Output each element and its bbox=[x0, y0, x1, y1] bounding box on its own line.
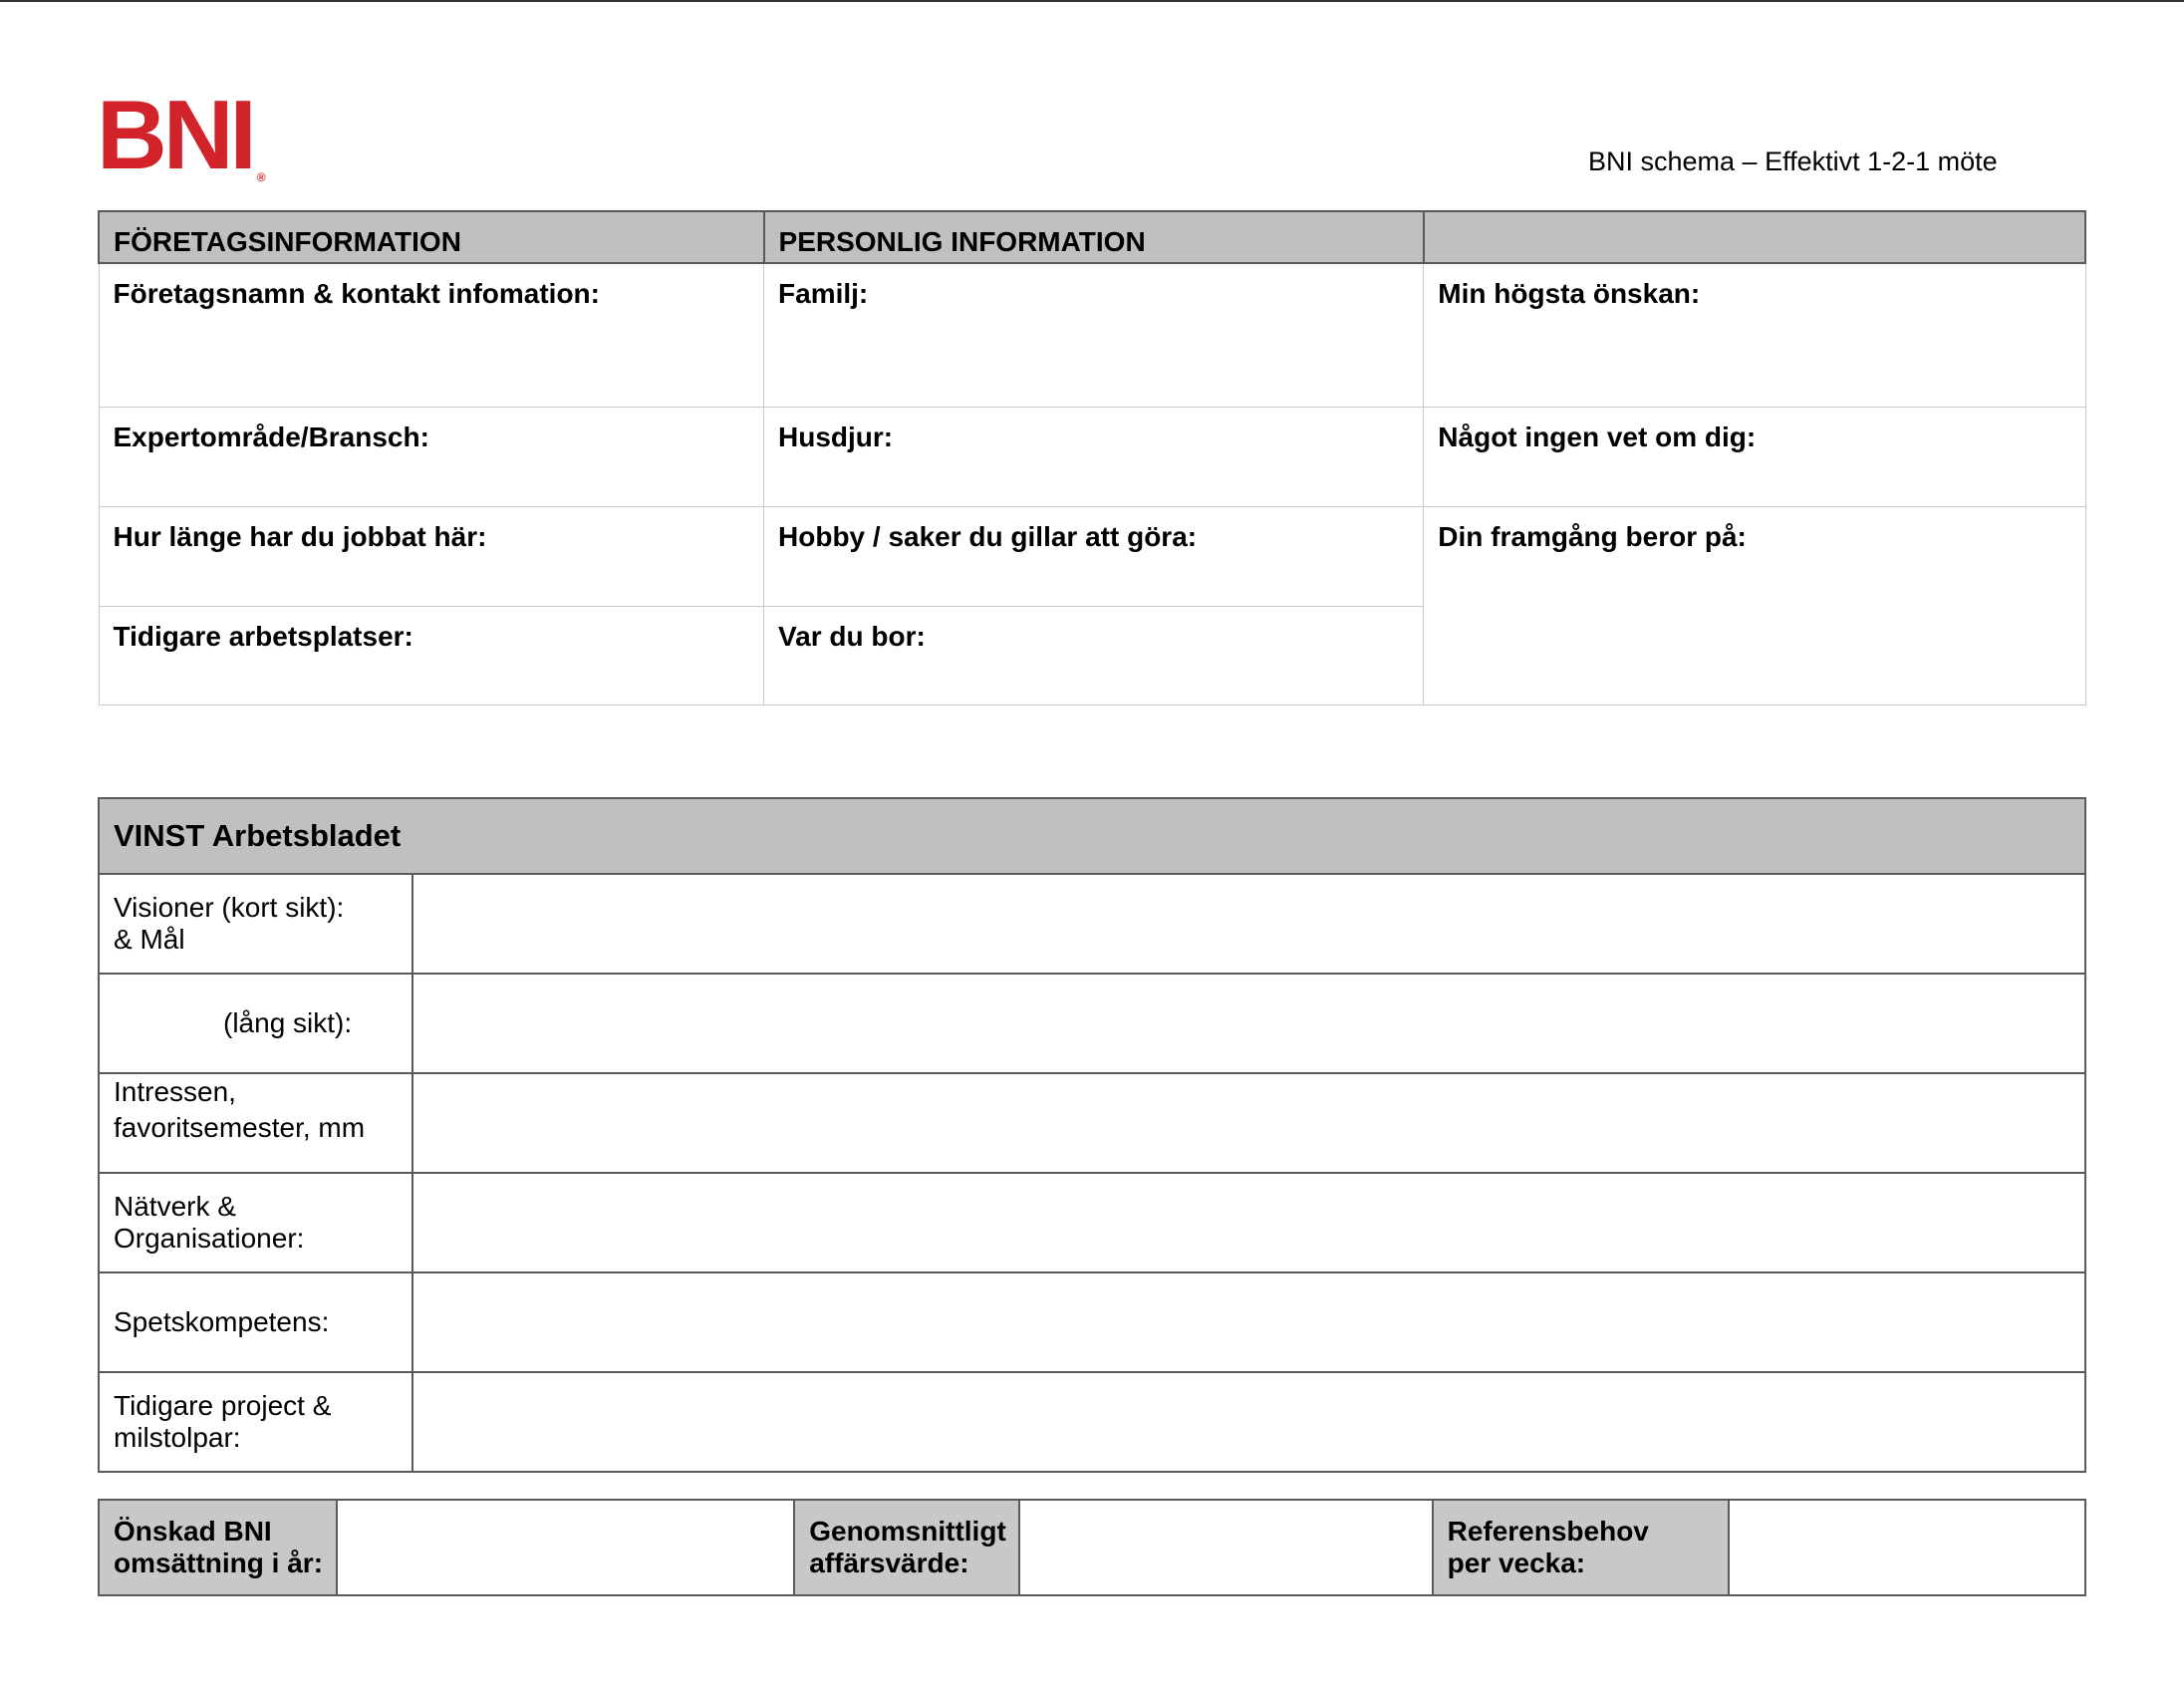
vinst-title: VINST Arbetsbladet bbox=[99, 798, 2085, 874]
wish-label: Min högsta önskan: bbox=[1438, 278, 1701, 309]
previous-work-field[interactable] bbox=[99, 606, 764, 704]
projects-label: Tidigare project & milstolpar: bbox=[99, 1372, 412, 1472]
avg-deal-input[interactable] bbox=[1019, 1500, 1432, 1595]
referral-need-label: Referensbehov per vecka: bbox=[1433, 1500, 1730, 1595]
company-contact-field[interactable] bbox=[99, 263, 764, 407]
vision-long-label: (lång sikt): bbox=[99, 974, 412, 1073]
vision-short-input[interactable] bbox=[412, 874, 2085, 974]
network-input[interactable] bbox=[412, 1173, 2085, 1272]
projects-input[interactable] bbox=[412, 1372, 2085, 1472]
secret-field[interactable] bbox=[1424, 407, 2085, 506]
hobby-label: Hobby / saker du gillar att göra: bbox=[778, 520, 1198, 552]
secret-label: Något ingen vet om dig: bbox=[1438, 421, 1757, 452]
previous-work-label: Tidigare arbetsplatser: bbox=[113, 620, 413, 652]
extra-info-header bbox=[1424, 211, 2085, 263]
expertise-label: Expertområde/Bransch: bbox=[113, 421, 429, 452]
revenue-input[interactable] bbox=[337, 1500, 794, 1595]
wish-field[interactable] bbox=[1424, 263, 2085, 407]
vinst-table bbox=[98, 797, 2086, 1473]
success-label: Din framgång beror på: bbox=[1438, 520, 1747, 552]
hobby-field[interactable] bbox=[764, 506, 1424, 606]
company-info-header: FÖRETAGSINFORMATION bbox=[99, 211, 764, 263]
info-table bbox=[98, 210, 2086, 705]
personal-info-header: PERSONLIG INFORMATION bbox=[764, 211, 1424, 263]
interests-input[interactable] bbox=[412, 1073, 2085, 1173]
core-competence-input[interactable] bbox=[412, 1272, 2085, 1372]
revenue-label: Önskad BNI omsättning i år: bbox=[99, 1500, 337, 1595]
avg-deal-label: Genomsnittligt affärsvärde: bbox=[794, 1500, 1019, 1595]
family-field[interactable] bbox=[764, 263, 1424, 407]
referral-need-input[interactable] bbox=[1729, 1500, 2085, 1595]
company-contact-label: Företagsnamn & kontakt infomation: bbox=[113, 278, 600, 309]
how-long-field[interactable] bbox=[99, 506, 764, 606]
where-live-field[interactable] bbox=[764, 606, 1424, 704]
how-long-label: Hur länge har du jobbat här: bbox=[113, 520, 487, 552]
pets-label: Husdjur: bbox=[778, 421, 894, 452]
interests-label: Intressen, favoritsemester, mm bbox=[99, 1073, 412, 1173]
expertise-field[interactable] bbox=[99, 407, 764, 506]
logo-registered-mark: ® bbox=[256, 170, 266, 184]
network-label: Nätverk & Organisationer: bbox=[99, 1173, 412, 1272]
vision-long-input[interactable] bbox=[412, 974, 2085, 1073]
targets-table bbox=[98, 1499, 2086, 1596]
pets-field[interactable] bbox=[764, 407, 1424, 506]
top-border bbox=[0, 0, 2184, 2]
where-live-label: Var du bor: bbox=[778, 620, 926, 652]
family-label: Familj: bbox=[778, 278, 869, 309]
vision-short-label: Visioner (kort sikt): & Mål bbox=[99, 874, 412, 974]
success-field[interactable] bbox=[1424, 506, 2085, 704]
document-title: BNI schema – Effektivt 1-2-1 möte bbox=[1588, 146, 1998, 176]
bni-logo bbox=[97, 80, 266, 189]
core-competence-label: Spetskompetens: bbox=[99, 1272, 412, 1372]
logo-text: BNI bbox=[97, 80, 253, 189]
